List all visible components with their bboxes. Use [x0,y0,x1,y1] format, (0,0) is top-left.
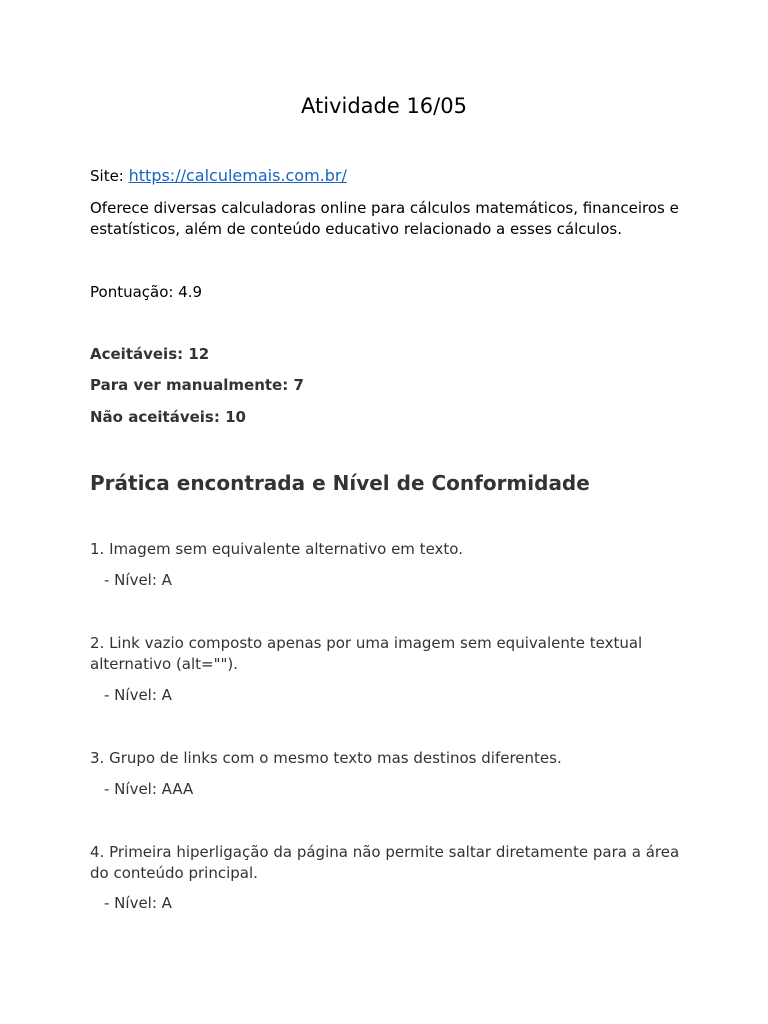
page-title: Atividade 16/05 [301,94,467,118]
site-description: Oferece diversas calculadoras online para cálculos matemáticos, financeiros e estatísticos, além de conteúdo educativo relacionado a esses cálculos. [90,199,679,238]
list-item-level: - Nível: A [104,686,172,704]
stat-acceptable: Aceitáveis: 12 [90,345,210,363]
list-item-text: 1. Imagem sem equivalente alternativo em texto. [90,540,463,558]
site-link[interactable]: https://calculemais.com.br/ [128,166,347,185]
list-item-level: - Nível: A [104,894,172,912]
score-text: Pontuação: 4.9 [90,283,203,301]
site-label: Site: [90,167,129,185]
site-line [90,165,347,187]
list-item-text: 4. Primeira hiperligação da página não permite saltar diretamente para a área do conteúdo principal. [90,843,680,882]
stat-manual: Para ver manualmente: 7 [90,376,304,394]
list-item-text: 2. Link vazio composto apenas por uma imagem sem equivalente textual alternativo (alt=""). [90,634,643,673]
stat-not-acceptable: Não aceitáveis: 10 [90,408,246,426]
list-item-level: - Nível: AAA [104,780,194,798]
list-item-text: 3. Grupo de links com o mesmo texto mas destinos diferentes. [90,749,562,767]
section-heading: Prática encontrada e Nível de Conformidade [90,471,590,495]
list-item-level: - Nível: A [104,571,172,589]
